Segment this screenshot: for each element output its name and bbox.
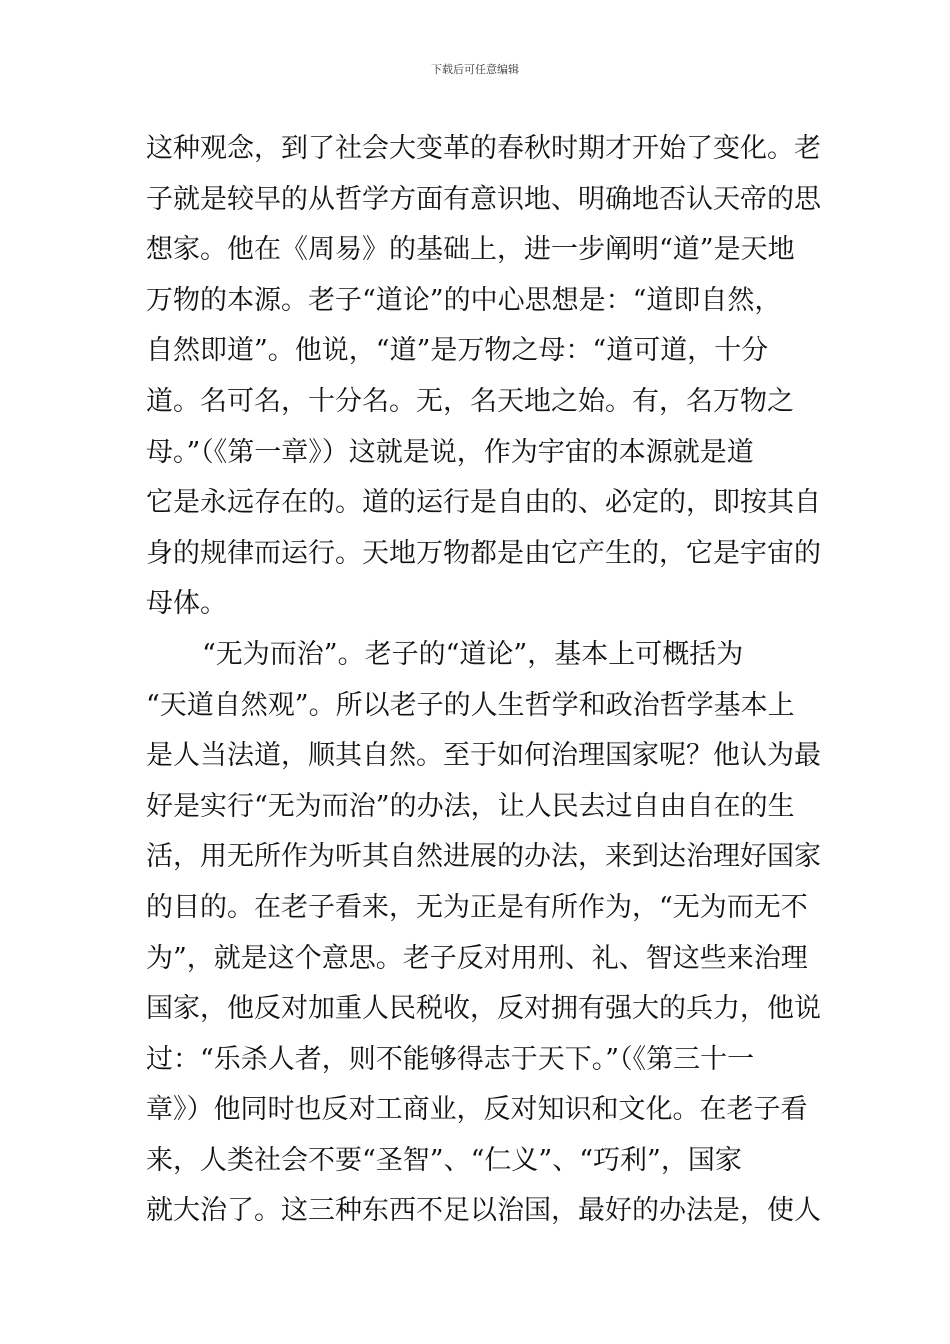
- text-line: 来，人类社会不要“圣智”、“仁义”、“巧利”，国家: [146, 1144, 742, 1176]
- text-line: 它是永远存在的。道的运行是自由的、必定的，即按其自: [146, 487, 821, 519]
- text-line: 为”，就是这个意思。老子反对用刑、礼、智这些来治理: [146, 942, 808, 974]
- text-line: 母。”（《第一章》）这就是说，作为宇宙的本源就是道: [146, 436, 754, 468]
- text-line: 万物的本源。老子“道论”的中心思想是：“道即自然，: [146, 284, 782, 316]
- text-line: 身的规律而运行。天地万物都是由它产生的，它是宇宙的: [146, 537, 821, 569]
- page-header: 下载后可任意编辑: [431, 63, 519, 76]
- text-line: 道。名可名，十分名。无，名天地之始。有，名万物之: [146, 385, 794, 417]
- text-line: 子就是较早的从哲学方面有意识地、明确地否认天帝的思: [146, 183, 821, 215]
- text-line: 这种观念，到了社会大变革的春秋时期才开始了变化。老: [146, 133, 821, 164]
- text-line: 的目的。在老子看来，无为正是有所作为，“无为而无不: [146, 891, 808, 923]
- text-line: 国家，他反对加重人民税收，反对拥有强大的兵力，他说: [146, 993, 821, 1025]
- text-line: 想家。他在《周易》的基础上，进一步阐明“道”是天地: [146, 234, 795, 266]
- text-line: 是人当法道，顺其自然。至于如何治理国家呢？他认为最: [146, 740, 821, 772]
- text-line: 章》）他同时也反对工商业，反对知识和文化。在老子看: [146, 1094, 808, 1126]
- text-line: “天道自然观”。所以老子的人生哲学和政治哲学基本上: [146, 689, 795, 721]
- text-line: 就大治了。这三种东西不足以治国，最好的办法是，使人: [146, 1195, 821, 1227]
- text-line: 过：“乐杀人者，则不能够得志于天下。”（《第三十一: [146, 1043, 755, 1075]
- document-body: [146, 124, 821, 1237]
- text-line: 好是实行“无为而治”的办法，让人民去过自由自在的生: [146, 790, 795, 822]
- text-line: 母体。: [146, 588, 227, 620]
- paragraph-first-line: “无为而治”。老子的“道论”，基本上可概括为: [202, 638, 744, 670]
- text-line: 活，用无所作为听其自然进展的办法，来到达治理好国家: [146, 841, 821, 873]
- text-line: 自然即道”。他说，“道”是万物之母：“道可道，十分: [146, 335, 769, 367]
